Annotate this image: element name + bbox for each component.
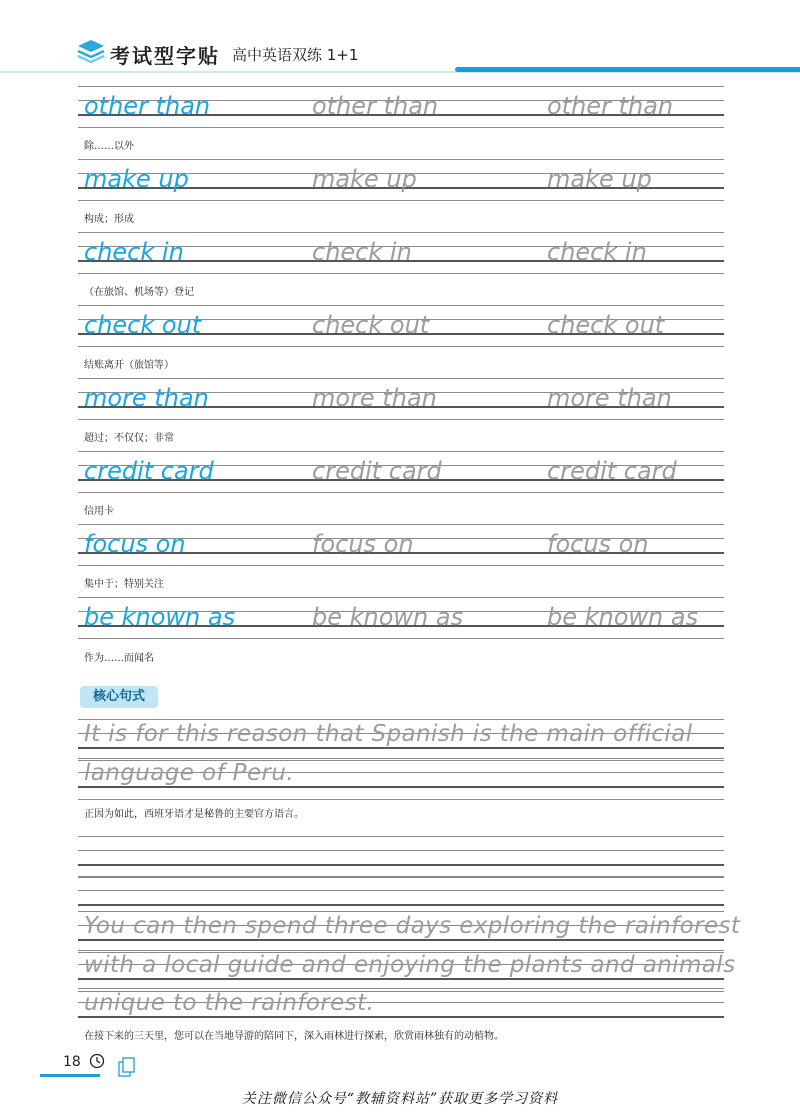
phrase-translation: 作为……而闻名 bbox=[84, 653, 154, 664]
series-logo-text: 考试型字贴 bbox=[110, 44, 220, 68]
trace-phrase: focus on bbox=[312, 530, 414, 558]
trace-phrase: other than bbox=[547, 92, 674, 120]
trace-phrase: credit card bbox=[312, 457, 442, 485]
clock-icon bbox=[89, 1053, 105, 1069]
model-phrase: more than bbox=[84, 384, 209, 412]
model-phrase: focus on bbox=[84, 530, 186, 558]
model-phrase: credit card bbox=[84, 457, 214, 485]
pages-icon bbox=[118, 1057, 136, 1077]
trace-phrase: check out bbox=[547, 311, 665, 339]
phrase-translation: 集中于；特别关注 bbox=[84, 579, 164, 590]
model-phrase: check out bbox=[84, 311, 202, 339]
trace-phrase: credit card bbox=[547, 457, 677, 485]
model-phrase: make up bbox=[84, 165, 189, 193]
book-stack-icon bbox=[76, 38, 106, 64]
writing-lines bbox=[78, 836, 724, 878]
book-title: 高中英语双练 1+1 bbox=[232, 46, 359, 64]
trace-phrase: check in bbox=[312, 238, 412, 266]
trace-sentence-line: language of Peru. bbox=[84, 760, 295, 786]
trace-phrase: check out bbox=[312, 311, 430, 339]
phrase-translation: 构成；形成 bbox=[84, 214, 134, 225]
model-phrase: check in bbox=[84, 238, 184, 266]
trace-phrase: make up bbox=[547, 165, 652, 193]
promo-footer: 关注微信公众号“教辅资料站”获取更多学习资料 bbox=[241, 1091, 559, 1107]
trace-phrase: more than bbox=[547, 384, 672, 412]
model-phrase: other than bbox=[84, 92, 211, 120]
phrase-translation: 除……以外 bbox=[84, 141, 134, 152]
trace-sentence-line: It is for this reason that Spanish is the main official bbox=[84, 721, 693, 747]
header-accent-bar bbox=[455, 67, 800, 72]
phrase-translation: 信用卡 bbox=[84, 506, 114, 517]
trace-phrase: be known as bbox=[547, 603, 699, 631]
trace-phrase: focus on bbox=[547, 530, 649, 558]
sentence-translation: 在接下来的三天里，您可以在当地导游的陪同下，深入雨林进行探索，欣赏雨林独有的动植物。 bbox=[84, 1031, 504, 1042]
trace-sentence-line: with a local guide and enjoying the plants and animals bbox=[84, 952, 736, 978]
trace-phrase: make up bbox=[312, 165, 417, 193]
trace-sentence-line: You can then spend three days exploring the rainforest bbox=[84, 913, 741, 939]
section-badge: 核心句式 bbox=[80, 686, 158, 708]
page-number-underline bbox=[40, 1074, 100, 1077]
trace-phrase: other than bbox=[312, 92, 439, 120]
trace-phrase: check in bbox=[547, 238, 647, 266]
phrase-translation: （在旅馆、机场等）登记 bbox=[84, 287, 194, 298]
phrase-translation: 结账离开（旅馆等） bbox=[84, 360, 174, 371]
sentence-translation: 正因为如此，西班牙语才是秘鲁的主要官方语言。 bbox=[84, 809, 304, 820]
model-phrase: be known as bbox=[84, 603, 236, 631]
phrase-translation: 超过；不仅仅；非常 bbox=[84, 433, 174, 444]
trace-phrase: be known as bbox=[312, 603, 464, 631]
trace-sentence-line: unique to the rainforest. bbox=[84, 990, 375, 1016]
page-number: 18 bbox=[63, 1054, 81, 1070]
trace-phrase: more than bbox=[312, 384, 437, 412]
